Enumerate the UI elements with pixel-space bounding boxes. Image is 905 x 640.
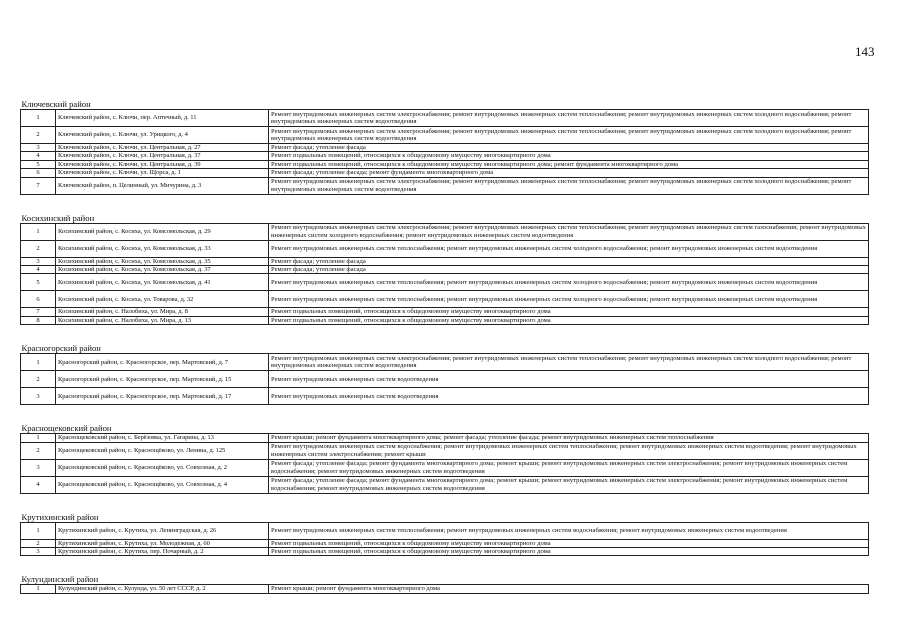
address-cell: Ключевский район, с. Ключи, ул. Центральная, д. 27 <box>56 144 269 152</box>
table-row <box>21 522 869 539</box>
row-number: 3 <box>21 548 56 556</box>
row-number: 7 <box>21 308 56 316</box>
table-row <box>21 127 869 144</box>
table-row <box>21 152 869 160</box>
works-cell: Ремонт внутридомовых инженерных систем электроснабжения; ремонт внутридомовых инженерных систем теплоснабжения; ремонт внутридомовых инженерных систем холодного водоснабжения; ремонт внутридомовых инженерных систем водоотведения <box>269 127 869 144</box>
row-number: 3 <box>21 144 56 152</box>
district-name: Ключевский район <box>21 96 869 110</box>
works-cell: Ремонт крыши; ремонт фундамента многоквартирного дома <box>269 585 869 593</box>
row-number: 5 <box>21 160 56 168</box>
table-row <box>21 240 869 257</box>
row-number: 2 <box>21 539 56 547</box>
page-number: 143 <box>855 44 875 59</box>
table-row <box>21 354 869 371</box>
section-spacer <box>21 493 869 509</box>
address-cell: Красногорский район, с. Красногорское, пер. Мартовский, д. 15 <box>56 371 269 388</box>
row-number: 2 <box>21 127 56 144</box>
table-row <box>21 223 869 240</box>
spacer-cell <box>21 194 869 210</box>
repair-register <box>20 96 868 594</box>
address-cell: Косихинский район, с. Косиха, ул. Комсомольская, д. 37 <box>56 266 269 274</box>
address-cell: Краснощековский район, с. Краснощёково, ул. Совхозная, д. 2 <box>56 459 269 476</box>
spacer-cell <box>21 325 869 341</box>
address-cell: Ключевский район, п. Целинный, ул. Мичурина, д. 3 <box>56 177 269 194</box>
works-cell: Ремонт фасада; утепление фасада <box>269 266 869 274</box>
row-number: 3 <box>21 257 56 265</box>
row-number: 3 <box>21 388 56 405</box>
row-number: 2 <box>21 240 56 257</box>
works-cell: Ремонт подвальных помещений, относящихся к общедомовому имуществу многоквартирного дома <box>269 316 869 324</box>
works-cell: Ремонт фасада; утепление фасада <box>269 257 869 265</box>
table-row <box>21 291 869 308</box>
table-row <box>21 442 869 459</box>
row-number: 1 <box>21 585 56 593</box>
district-header-row <box>21 509 869 523</box>
works-cell: Ремонт внутридомовых инженерных систем теплоснабжения; ремонт внутридомовых инженерных систем холодного водоснабжения; ремонт внутридомовых инженерных систем водоотведения <box>269 240 869 257</box>
address-cell: Крутихинский район, с. Крутиха, ул. Молодежная, д. 60 <box>56 539 269 547</box>
district-name: Косихинский район <box>21 210 869 224</box>
works-cell: Ремонт фасада; утепление фасада; ремонт фундамента многоквартирного дома; ремонт крыши; ремонт внутридомовых инженерных систем электроснабжения; ремонт внутридомовых инженерных систем водоснабжения; ремонт внутридомовых инженерных систем водоотведения <box>269 459 869 476</box>
district-name: Кулундинский район <box>21 571 869 585</box>
works-cell: Ремонт фасада; утепление фасада; ремонт фундамента многоквартирного дома; ремонт крыши; ремонт внутридомовых инженерных систем электроснабжения; ремонт внутридомовых инженерных систем водоснабжения; ремонт внутридомовых инженерных систем водоотведения <box>269 476 869 493</box>
table-row <box>21 476 869 493</box>
works-cell: Ремонт подвальных помещений, относящихся к общедомовому имуществу многоквартирного дома <box>269 152 869 160</box>
table-row <box>21 144 869 152</box>
address-cell: Краснощековский район, с. Краснощёково, ул. Совхозная, д. 4 <box>56 476 269 493</box>
table-row <box>21 539 869 547</box>
address-cell: Косихинский район, с. Налобиха, ул. Мира, д. 8 <box>56 308 269 316</box>
address-cell: Косихинский район, с. Косиха, ул. Комсомольская, д. 41 <box>56 274 269 291</box>
row-number: 1 <box>21 522 56 539</box>
table-row <box>21 110 869 127</box>
district-name: Краснощековский район <box>21 420 869 434</box>
row-number: 6 <box>21 291 56 308</box>
row-number: 7 <box>21 177 56 194</box>
works-cell: Ремонт внутридомовых инженерных систем электроснабжения; ремонт внутридомовых инженерных систем теплоснабжения; ремонт внутридомовых инженерных систем холодного водоснабжения; ремонт внутридомовых инженерных систем водоотведения <box>269 354 869 371</box>
works-cell: Ремонт крыши; ремонт фундамента многоквартирного дома; ремонт фасада; утепление фасада; ремонт внутридомовых инженерных систем теплоснабжения <box>269 434 869 442</box>
row-number: 4 <box>21 266 56 274</box>
works-cell: Ремонт внутридомовых инженерных систем теплоснабжения; ремонт внутридомовых инженерных систем холодного водоснабжения; ремонт внутридомовых инженерных систем водоотведения <box>269 274 869 291</box>
address-cell: Ключевский район, с. Ключи, ул. Урицкого, д. 4 <box>56 127 269 144</box>
row-number: 1 <box>21 354 56 371</box>
district-name: Красногорский район <box>21 340 869 354</box>
table-row <box>21 388 869 405</box>
address-cell: Косихинский район, с. Косиха, ул. Товарова, д. 32 <box>56 291 269 308</box>
row-number: 5 <box>21 274 56 291</box>
works-cell: Ремонт внутридомовых инженерных систем электроснабжения; ремонт внутридомовых инженерных систем теплоснабжения; ремонт внутридомовых инженерных систем газоснабжения; ремонт внутридомовых инженерных систем холодного водоснабжения; ремонт внутридомовых инженерных систем водоотведения <box>269 223 869 240</box>
works-cell: Ремонт подвальных помещений, относящихся к общедомовому имуществу многоквартирного дома <box>269 539 869 547</box>
row-number: 3 <box>21 459 56 476</box>
address-cell: Красногорский район, с. Красногорское, пер. Мартовский, д. 7 <box>56 354 269 371</box>
district-name: Крутихинский район <box>21 509 869 523</box>
table-row <box>21 308 869 316</box>
spacer-cell <box>21 405 869 421</box>
address-cell: Косихинский район, с. Косиха, ул. Комсомольская, д. 35 <box>56 257 269 265</box>
works-cell: Ремонт подвальных помещений, относящихся к общедомовому имуществу многоквартирного дома <box>269 548 869 556</box>
address-cell: Крутихинский район, с. Крутиха, ул. Ленинградская, д. 26 <box>56 522 269 539</box>
address-cell: Ключевский район, с. Ключи, ул. Щорса, д. 1 <box>56 169 269 177</box>
works-cell: Ремонт подвальных помещений, относящихся к общедомовому имуществу многоквартирного дома; ремонт фундамента многоквартирного дома <box>269 160 869 168</box>
address-cell: Ключевский район, с. Ключи, ул. Центральная, д. 39 <box>56 160 269 168</box>
address-cell: Косихинский район, с. Косиха, ул. Комсомольская, д. 29 <box>56 223 269 240</box>
address-cell: Кулундинский район, с. Кулунда, ул. 50 лет СССР, д. 2 <box>56 585 269 593</box>
address-cell: Краснощековский район, с. Берёзовка, ул. Гагарина, д. 13 <box>56 434 269 442</box>
address-cell: Красногорский район, с. Красногорское, пер. Мартовский, д. 17 <box>56 388 269 405</box>
section-spacer <box>21 405 869 421</box>
section-spacer <box>21 194 869 210</box>
district-header-row <box>21 340 869 354</box>
row-number: 1 <box>21 223 56 240</box>
works-cell: Ремонт внутридомовых инженерных систем электроснабжения; ремонт внутридомовых инженерных систем теплоснабжения; ремонт внутридомовых инженерных систем холодного водоснабжения; ремонт внутридомовых инженерных систем водоотведения <box>269 110 869 127</box>
district-header-row <box>21 96 869 110</box>
table-row <box>21 274 869 291</box>
table-row <box>21 316 869 324</box>
district-header-row <box>21 571 869 585</box>
spacer-cell <box>21 556 869 572</box>
table-row <box>21 257 869 265</box>
section-spacer <box>21 556 869 572</box>
works-cell: Ремонт внутридомовых инженерных систем водоотведения <box>269 371 869 388</box>
table-row <box>21 160 869 168</box>
address-cell: Ключевский район, с. Ключи, ул. Центральная, д. 37 <box>56 152 269 160</box>
works-cell: Ремонт фасада; утепление фасада <box>269 144 869 152</box>
spacer-cell <box>21 493 869 509</box>
row-number: 1 <box>21 434 56 442</box>
address-cell: Ключевский район, с. Ключи, пер. Аптечный, д. 11 <box>56 110 269 127</box>
works-cell: Ремонт внутридомовых инженерных систем электроснабжения; ремонт внутридомовых инженерных систем теплоснабжения; ремонт внутридомовых инженерных систем холодного водоснабжения; ремонт внутридомовых инженерных систем водоотведения <box>269 177 869 194</box>
row-number: 8 <box>21 316 56 324</box>
works-cell: Ремонт внутридомовых инженерных систем водоотведения <box>269 388 869 405</box>
works-cell: Ремонт подвальных помещений, относящихся к общедомовому имуществу многоквартирного дома <box>269 308 869 316</box>
works-cell: Ремонт фасада; утепление фасада; ремонт фундамента многоквартирного дома <box>269 169 869 177</box>
row-number: 4 <box>21 476 56 493</box>
row-number: 4 <box>21 152 56 160</box>
row-number: 2 <box>21 371 56 388</box>
repair-table <box>20 96 869 594</box>
section-spacer <box>21 325 869 341</box>
table-row <box>21 585 869 593</box>
table-row <box>21 434 869 442</box>
table-row <box>21 459 869 476</box>
row-number: 1 <box>21 110 56 127</box>
district-header-row <box>21 420 869 434</box>
table-row <box>21 177 869 194</box>
address-cell: Краснощековский район, с. Краснощёково, ул. Ленина, д. 125 <box>56 442 269 459</box>
table-row <box>21 371 869 388</box>
address-cell: Крутихинский район, с. Крутиха, пер. Почарный, д. 2 <box>56 548 269 556</box>
works-cell: Ремонт внутридомовых инженерных систем теплоснабжения; ремонт внутридомовых инженерных систем холодного водоснабжения; ремонт внутридомовых инженерных систем водоотведения <box>269 291 869 308</box>
table-row <box>21 548 869 556</box>
works-cell: Ремонт внутридомовых инженерных систем теплоснабжения; ремонт внутридомовых инженерных систем водоснабжения; ремонт внутридомовых инженерных систем водоотведения <box>269 522 869 539</box>
address-cell: Косихинский район, с. Косиха, ул. Комсомольская, д. 33 <box>56 240 269 257</box>
table-row <box>21 266 869 274</box>
district-header-row <box>21 210 869 224</box>
works-cell: Ремонт внутридомовых инженерных систем водоснабжения; ремонт внутридомовых инженерных систем теплоснабжения; ремонт внутридомовых инженерных систем водоотведения; ремонт внутридомовых инженерных систем электроснабжения; ремонт крыши <box>269 442 869 459</box>
address-cell: Косихинский район, с. Налобиха, ул. Мира, д. 13 <box>56 316 269 324</box>
table-row <box>21 169 869 177</box>
row-number: 2 <box>21 442 56 459</box>
row-number: 6 <box>21 169 56 177</box>
